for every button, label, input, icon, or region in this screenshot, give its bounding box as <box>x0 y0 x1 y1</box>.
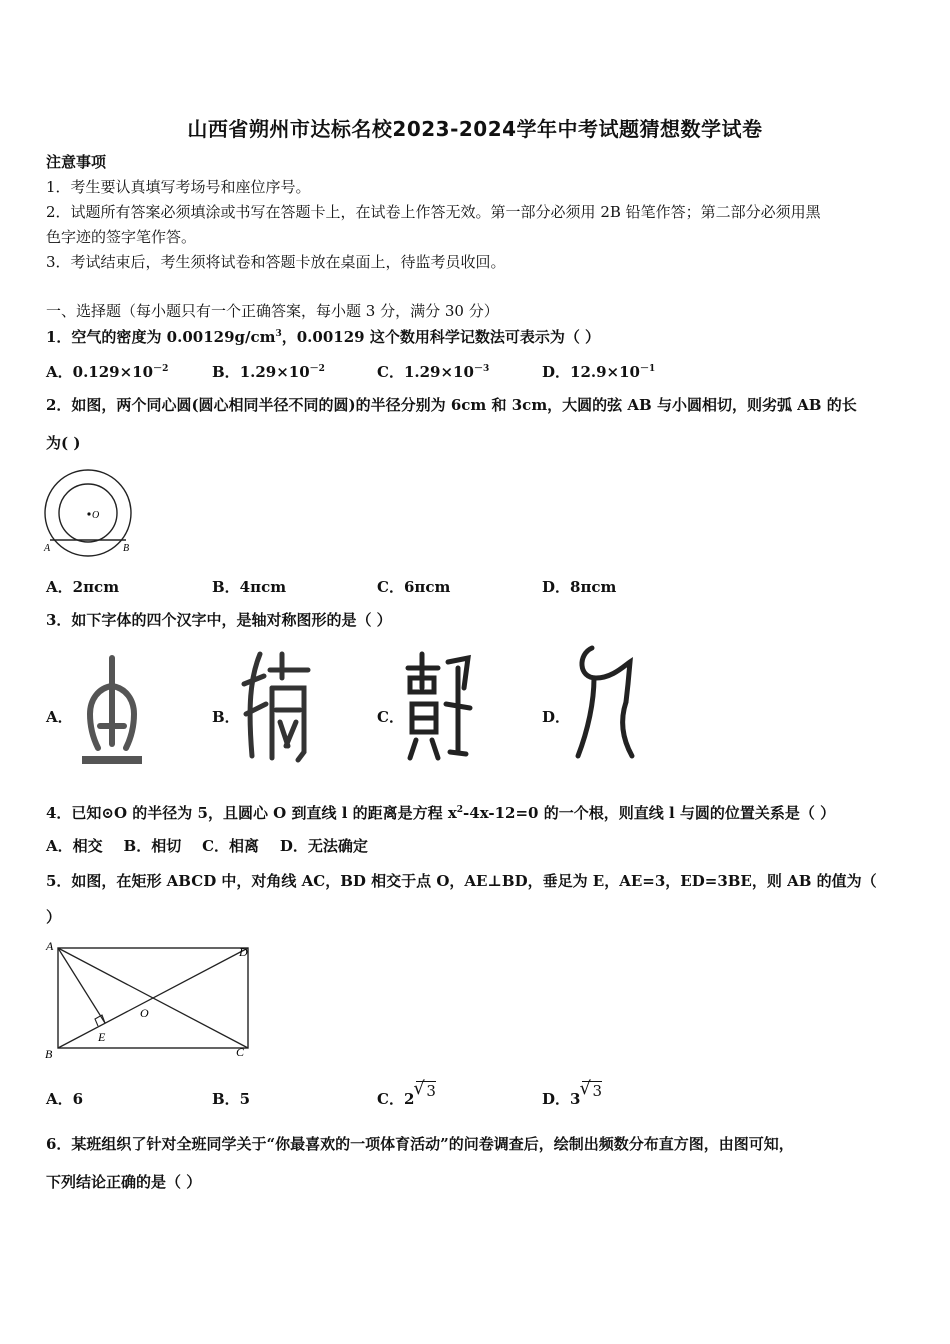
square-root <box>579 1078 602 1108</box>
option-exponent: －1 <box>640 364 656 374</box>
radicand: 3 <box>416 1081 436 1100</box>
radical-sign-icon: √ <box>579 1078 591 1099</box>
option-label: C． <box>377 1090 404 1108</box>
question-1-option-a <box>46 361 168 382</box>
question-3-option-a-label: A． <box>46 708 73 726</box>
question-2-options <box>46 576 906 598</box>
option-label: D． <box>542 363 571 381</box>
question-4-stem-superscript: 2 <box>456 805 464 815</box>
option-label: D． <box>542 1090 571 1108</box>
question-3-option-c-label: C． <box>377 708 404 726</box>
question-2-option-c: C．6πcm <box>377 578 451 596</box>
seal-character-c-image <box>404 648 474 764</box>
section-heading: 一、选择题（每小题只有一个正确答案，每小题 3 分，满分 30 分） <box>46 302 499 320</box>
radicand: 3 <box>582 1081 602 1100</box>
center-point <box>87 512 90 515</box>
option-label: C． <box>377 363 404 381</box>
label-d: D <box>239 945 248 959</box>
question-5-option-d <box>542 1078 602 1109</box>
radical-sign-icon: √ <box>413 1078 425 1099</box>
label-b: B <box>45 1047 53 1061</box>
question-1-stem-text: 1．空气的密度为 0.00129g/cm <box>46 328 276 346</box>
question-5-stem-line-2: ） <box>46 908 62 926</box>
question-4-stem-text: 4．已知⊙O 的半径为 5，且圆心 O 到直线 l 的距离是方程 x <box>46 804 457 822</box>
option-value: 0.129×10 <box>72 363 154 381</box>
seal-character-b-image <box>240 648 314 768</box>
question-5-options <box>46 1078 906 1118</box>
question-1-option-b <box>212 361 325 382</box>
question-3-option-b-label: B． <box>212 708 240 726</box>
label-o: O <box>92 510 100 521</box>
question-6-stem-line-2: 下列结论正确的是（ ） <box>46 1173 202 1191</box>
question-2-option-a: A．2πcm <box>46 578 120 596</box>
question-2-option-b: B．4πcm <box>212 578 287 596</box>
option-value: 1.29×10 <box>239 363 310 381</box>
concentric-circles-figure <box>40 466 140 558</box>
notice-heading: 注意事项 <box>46 153 107 171</box>
question-5-option-c <box>377 1078 436 1109</box>
question-1-options <box>46 361 906 383</box>
label-a: A <box>44 543 51 554</box>
label-c: C <box>236 1045 245 1059</box>
question-1-option-d <box>542 361 655 382</box>
question-1-stem <box>46 327 600 347</box>
notice-item-1: 1．考生要认真填写考场号和座位序号。 <box>46 178 311 196</box>
option-exponent: －2 <box>309 364 325 374</box>
option-coefficient: 2 <box>403 1090 415 1108</box>
option-label: A． <box>46 363 73 381</box>
question-1-stem-superscript: 3 <box>275 329 282 339</box>
label-e: E <box>98 1030 106 1044</box>
seal-character-a-image <box>76 652 148 770</box>
label-o: O <box>140 1006 149 1020</box>
question-4-options: A．相交 B．相切 C．相离 D．无法确定 <box>46 837 368 855</box>
question-2-option-d: D．8πcm <box>542 578 617 596</box>
option-value: 1.29×10 <box>403 363 474 381</box>
option-value: 12.9×10 <box>570 363 640 381</box>
question-5-stem-line-1: 5．如图，在矩形 ABCD 中，对角线 AC，BD 相交于点 O，AE⊥BD，垂足为 E，AE=3，ED=3BE，则 AB 的值为（ <box>46 872 877 890</box>
question-4-stem-text-end: -4x-12=0 的一个根，则直线 l 与圆的位置关系是（ ） <box>463 804 836 822</box>
label-b: B <box>123 543 130 554</box>
square-root <box>413 1078 436 1108</box>
option-exponent: －3 <box>473 364 490 374</box>
option-coefficient: 3 <box>570 1090 581 1108</box>
question-3-option-d-label: D． <box>542 708 571 726</box>
question-1-option-c <box>377 361 489 382</box>
question-4-stem <box>46 803 835 823</box>
question-2-stem-line-1: 2．如图，两个同心圆(圆心相同半径不同的圆)的半径分别为 6cm 和 3cm，大圆的弦 AB 与小圆相切，则劣弧 AB 的长 <box>46 396 857 414</box>
question-5-option-b: B．5 <box>212 1090 251 1108</box>
exam-title: 山西省朔州市达标名校2023-2024学年中考试题猜想数学试卷 <box>187 117 763 141</box>
question-2-stem-line-2: 为( ) <box>46 434 81 452</box>
option-label: B． <box>212 363 240 381</box>
question-3-stem: 3．如下字体的四个汉字中，是轴对称图形的是（ ） <box>46 611 392 629</box>
seal-character-d-image <box>572 644 640 762</box>
notice-item-2-line-1: 2．试题所有答案必须填涂或书写在答题卡上，在试卷上作答无效。第一部分必须用 2B 铅笔作答；第二部分必须用黑 <box>46 203 821 221</box>
segment-ae <box>58 948 105 1023</box>
rectangle-abcd-figure <box>42 938 256 1062</box>
option-exponent: －2 <box>153 364 169 374</box>
label-a: A <box>46 939 54 953</box>
question-6-stem-line-1: 6．某班组织了针对全班同学关于“你最喜欢的一项体育活动”的问卷调查后，绘制出频数分布直方图，由图可知， <box>46 1135 794 1153</box>
notice-item-2-line-2: 色字迹的签字笔作答。 <box>46 228 197 246</box>
question-1-stem-text-end: ，0.00129 这个数用科学记数法可表示为（ ） <box>281 328 601 346</box>
question-5-option-a: A．6 <box>46 1090 84 1108</box>
notice-item-3: 3．考试结束后，考生须将试卷和答题卡放在桌面上，待监考员收回。 <box>46 253 506 271</box>
